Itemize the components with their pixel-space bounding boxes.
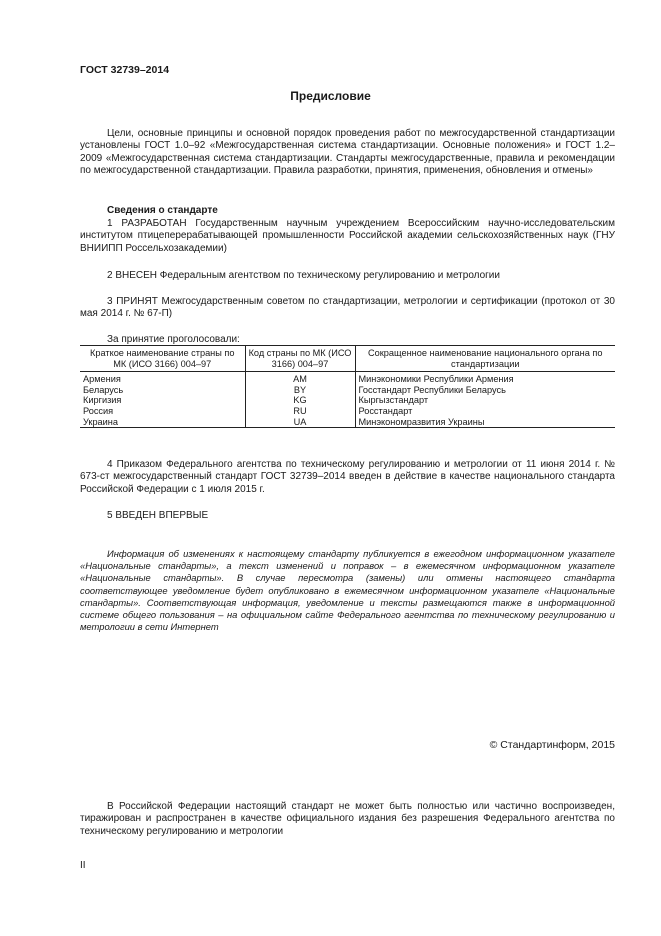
column-header-national-body: Сокращенное наименование национального органа по стандартизации — [355, 346, 615, 372]
national-body-name: Минэкономразвития Украины — [355, 417, 615, 428]
table-row — [80, 372, 615, 385]
table-row — [80, 395, 615, 406]
page-number: II — [80, 860, 86, 871]
standard-info-heading: Сведения о стандарте — [107, 205, 218, 216]
table-row — [80, 385, 615, 396]
country-code: UA — [245, 417, 355, 428]
copyright-line: © Стандартинформ, 2015 — [489, 739, 615, 751]
column-header-code: Код страны по МК (ИСО 3166) 004–97 — [245, 346, 355, 372]
country-name: Украина — [80, 417, 245, 428]
vote-label: За принятие проголосовали: — [107, 334, 240, 345]
column-header-country: Краткое наименование страны по МК (ИСО 3166) 004–97 — [80, 346, 245, 372]
country-name: Россия — [83, 405, 114, 416]
changes-information-notice: Информация об изменениях к настоящему стандарту публикуется в ежегодном информационном указателе «Национальные стандарты», а текст изменений и поправок – в ежемесячном информационном указателе «Национальные стандарты». В случае пересмотра (замены) или отмены настоящего стандарта соответствующее уведомление будет опубликовано в ежемесячном информационном указателе «Национальные стандарты». Соответствующая информация, уведомление и тексты размещаются также в информационной системе общего пользования – на официальном сайте Федерального агентства по техническому регулированию и метрологии в сети Интернет — [80, 548, 615, 633]
item-3-adopted-by: 3 ПРИНЯТ Межгосударственным советом по стандартизации, метрологии и сертификации (протокол от 30 мая 2014 г. № 67-П) — [80, 296, 615, 320]
item-2-submitted-by: 2 ВНЕСЕН Федеральным агентством по техническому регулированию и метрологии — [107, 270, 500, 281]
country-name: Киргизия — [83, 395, 122, 406]
national-body-name: Кыргызстандарт — [355, 395, 615, 406]
reproduction-notice: В Российской Федерации настоящий стандарт не может быть полностью или частично воспроизведен, тиражирован и распространен в качестве официального издания без разрешения Федерального агентства по техническому регулированию и метрологии — [80, 801, 615, 837]
table-row — [80, 406, 615, 417]
country-code: AM — [245, 372, 355, 385]
page-title: Предисловие — [290, 89, 371, 103]
country-code: RU — [245, 406, 355, 417]
item-1-developed-by: 1 РАЗРАБОТАН Государственным научным учреждением Всероссийским научно-исследовательским институтом птицеперерабатывающей промышленности Российской академии сельскохозяйственных наук (ГНУ ВНИИПП Россельхозакадемии) — [80, 218, 615, 254]
national-body-name: Госстандарт Республики Беларусь — [355, 385, 615, 396]
country-code: BY — [245, 385, 355, 396]
country-name: Беларусь — [83, 384, 124, 395]
table-row — [80, 417, 615, 428]
intro-paragraph: Цели, основные принципы и основной порядок проведения работ по межгосударственной стандартизации установлены ГОСТ 1.0–92 «Межгосударственная система стандартизации. Основные положения» и ГОСТ 1.2–2009 «Межгосударственная система стандартизации. Стандарты межгосударственные, правила и рекомендации по межгосударственной стандартизации. Правила разработки, принятия, применения, обновления и отмены» — [80, 128, 615, 177]
voting-countries-table — [80, 345, 615, 428]
national-body-name: Минэкономики Республики Армения — [355, 372, 615, 385]
item-5-first-introduced: 5 ВВЕДЕН ВПЕРВЫЕ — [107, 510, 209, 521]
item-4-enactment-order: 4 Приказом Федерального агентства по техническому регулированию и метрологии от 11 июня 2014 г. № 673-ст межгосударственный стандарт ГОСТ 32739–2014 введен в действие в качестве национального стандарта Российской Федерации с 1 июля 2015 г. — [80, 459, 615, 495]
document-number-header: ГОСТ 32739–2014 — [80, 64, 170, 76]
country-name: Армения — [83, 374, 121, 385]
table-header-row — [80, 346, 615, 372]
country-code: KG — [245, 395, 355, 406]
national-body-name: Росстандарт — [355, 406, 615, 417]
